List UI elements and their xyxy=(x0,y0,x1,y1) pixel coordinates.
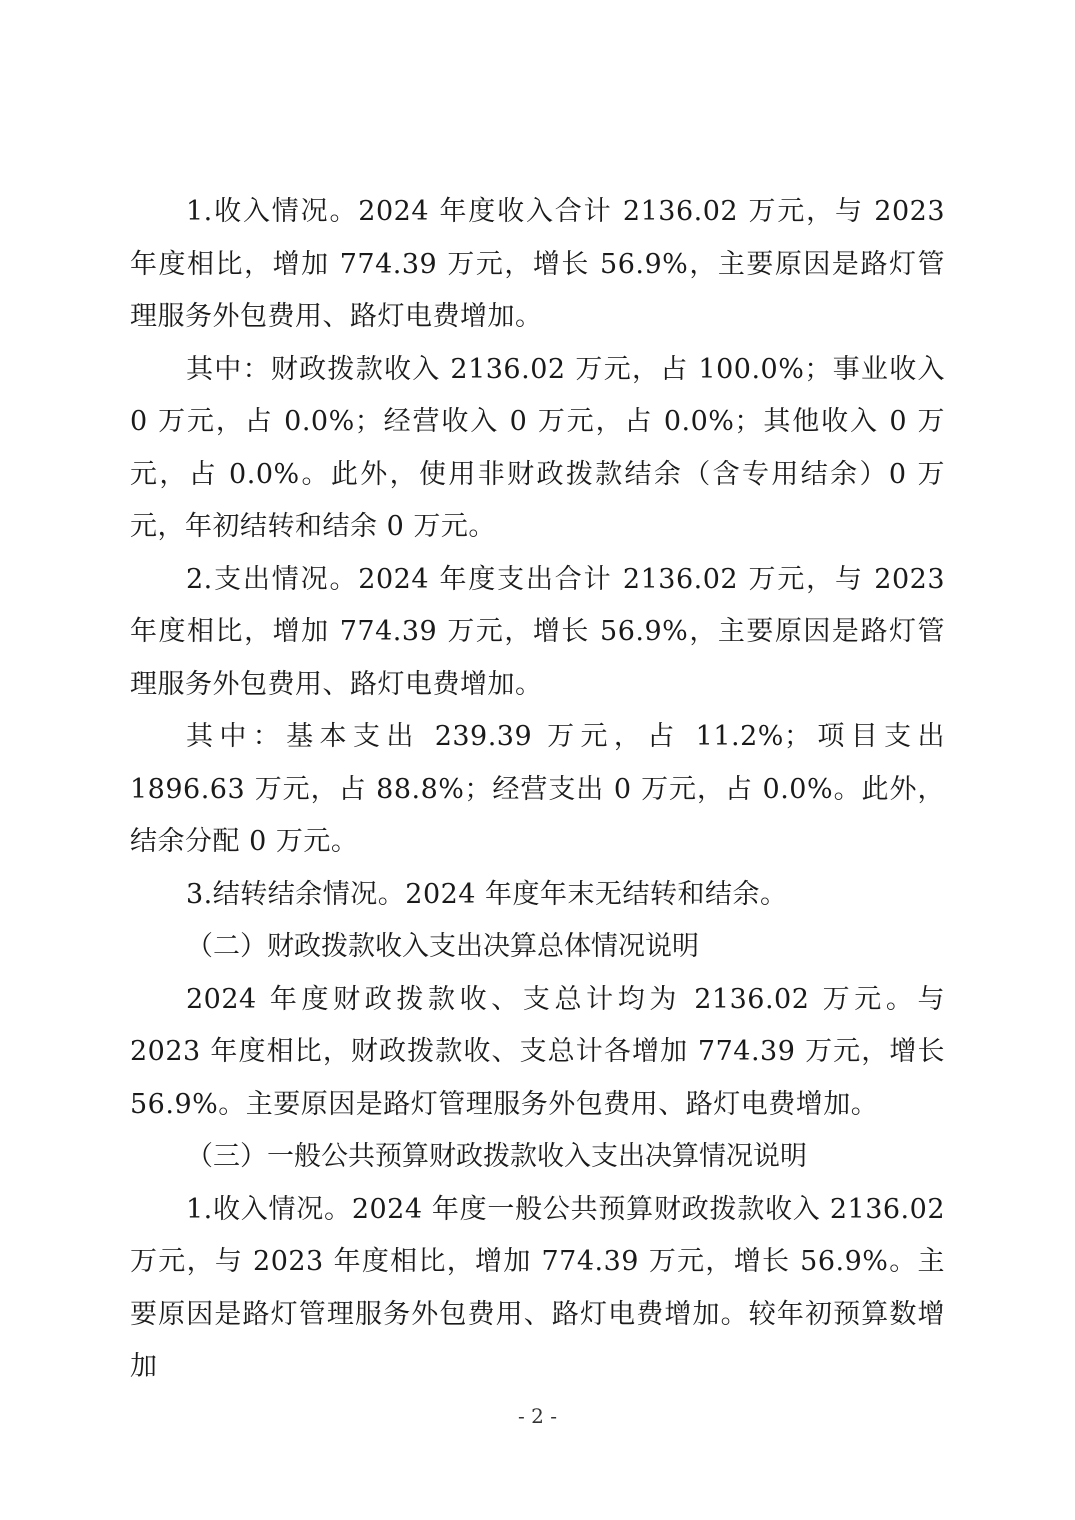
expenditure-breakdown-paragraph: 其中：基本支出 239.39 万元，占 11.2%；项目支出 1896.63 万元，占 88.8%；经营支出 0 万元，占 0.0%。此外，结余分配 0 万元。 xyxy=(130,721,945,857)
section-heading-2: （二）财政拨款收入支出决算总体情况说明 xyxy=(186,931,699,962)
income-breakdown-paragraph: 其中：财政拨款收入 2136.02 万元，占 100.0%；事业收入 0 万元，占 0.0%；经营收入 0 万元，占 0.0%；其他收入 0 万元，占 0.0%。此外，使用非财政拨款结余（含专用结余）0 万元，年初结转和结余 0 万元。 xyxy=(130,353,945,542)
document-body xyxy=(130,186,945,1394)
general-budget-income-paragraph: 1.收入情况。2024 年度一般公共预算财政拨款收入 2136.02 万元，与 2023 年度相比，增加 774.39 万元，增长 56.9%。主要原因是路灯管理服务外包费用、路灯电费增加。较年初预算数增加 xyxy=(130,1193,945,1382)
expenditure-paragraph: 2.支出情况。2024 年度支出合计 2136.02 万元，与 2023 年度相比，增加 774.39 万元，增长 56.9%，主要原因是路灯管理服务外包费用、路灯电费增加。 xyxy=(130,563,945,700)
income-paragraph: 1.收入情况。2024 年度收入合计 2136.02 万元，与 2023 年度相比，增加 774.39 万元，增长 56.9%，主要原因是路灯管理服务外包费用、路灯电费增加。 xyxy=(130,196,945,332)
carryover-paragraph: 3.结转结余情况。2024 年度年末无结转和结余。 xyxy=(186,878,788,910)
fiscal-total-paragraph: 2024 年度财政拨款收、支总计均为 2136.02 万元。与 2023 年度相比，财政拨款收、支总计各增加 774.39 万元，增长 56.9%。主要原因是路灯管理服务外包费用、路灯电费增加。 xyxy=(130,983,945,1120)
page-number: - 2 - xyxy=(518,1404,557,1428)
section-heading-3: （三）一般公共预算财政拨款收入支出决算情况说明 xyxy=(186,1141,807,1172)
